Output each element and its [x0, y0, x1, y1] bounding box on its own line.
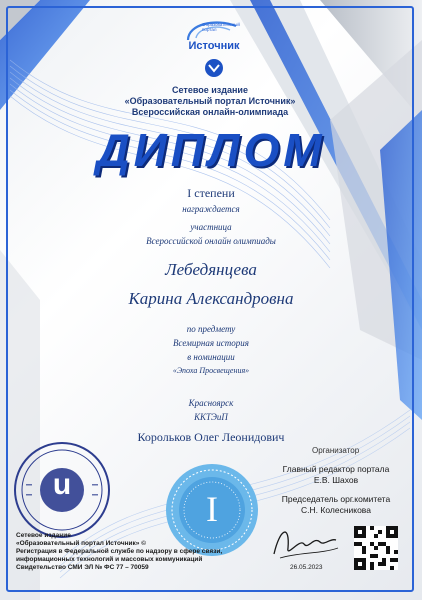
teacher-name: Корольков Олег Леонидович [137, 430, 285, 444]
organizer-label: Организатор [312, 446, 360, 455]
round-seal [12, 440, 112, 540]
diploma-title: ДИПЛОМ [96, 124, 326, 176]
editor-name: Е.В. Шахов [313, 475, 359, 485]
logo-small-text: Образовательный портал [202, 22, 240, 32]
subject-name: Всемирная история [173, 338, 249, 348]
nomination-name: «Эпоха Просвещения» [172, 366, 250, 375]
city: Красноярск [188, 398, 234, 408]
editor-title: Главный редактор портала [282, 464, 390, 474]
registration-info [16, 532, 236, 572]
participant-label: участница [190, 222, 232, 232]
participant-surname: Лебедянцева [165, 260, 257, 279]
subject-label: по предмету [186, 324, 236, 334]
participant-name: Карина Александровна [128, 289, 294, 308]
chair-title: Председатель орг.комитета [281, 494, 391, 504]
publication-line-1: Сетевое издание [172, 85, 248, 95]
registration-line-4: информационных технологий и массовых коммуникаций [16, 556, 203, 563]
qr-code-icon [354, 526, 398, 570]
seal-letter: u [52, 468, 72, 501]
publication-line-3: Всероссийская онлайн-олимпиада [131, 107, 289, 117]
registration-line-1: Сетевое издание [16, 532, 71, 539]
event-name: Всероссийской онлайн олимпиады [146, 236, 276, 246]
registration-line-3: Регистрация в Федеральной службе по надзору в сфере связи, [16, 548, 223, 555]
chair-name: С.Н. Колесникова [301, 505, 371, 515]
handwritten-signature-icon [270, 518, 340, 564]
organization: ККТЭиП [194, 412, 228, 422]
publication-line-2: «Образовательный портал Источник» [124, 96, 296, 106]
issue-date: 26.05.2023 [290, 564, 323, 571]
logo-name: Источник [188, 40, 240, 52]
registration-line-2: «Образовательный портал Источник» © [16, 540, 146, 547]
nomination-label: в номинации [187, 352, 235, 362]
medal-text: I [206, 489, 218, 529]
publication-header [60, 85, 360, 118]
portal-logo [176, 18, 252, 84]
degree: I степени [187, 186, 235, 200]
awarded-label: награждается [182, 204, 240, 214]
registration-line-5: Свидетельство СМИ ЭЛ № ФС 77 – 70059 [16, 564, 149, 571]
qr-code [354, 526, 398, 570]
